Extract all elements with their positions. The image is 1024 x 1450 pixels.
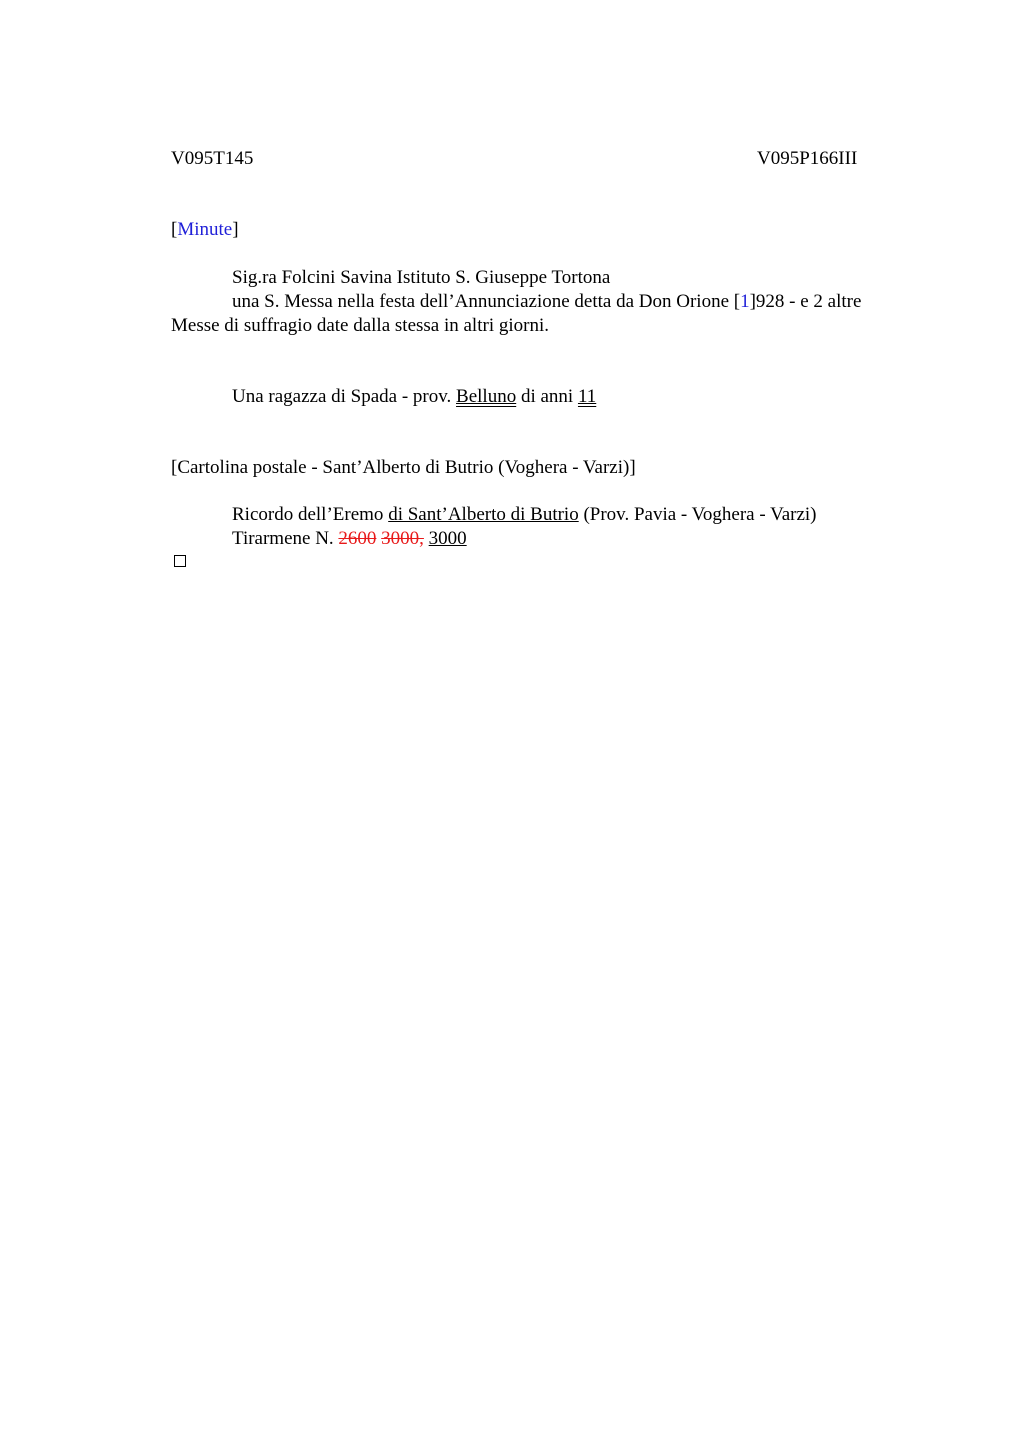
entry3-line2 (232, 527, 467, 551)
entry1-line3: Messe di suffragio date dalla stessa in altri giorni. (171, 315, 549, 336)
bracket-open: [ (171, 219, 178, 240)
entry2-age: 11 (577, 386, 597, 407)
entry2-line (232, 385, 596, 409)
struck-number-2: 3000, (381, 528, 424, 549)
header-left-code: V095T145 (171, 148, 254, 169)
bracket-close: ] (232, 219, 239, 240)
entry3-line1-text-a: Ricordo dell’Eremo (232, 504, 389, 525)
checkbox-icon (174, 555, 186, 567)
entry1-line2 (232, 290, 861, 314)
entry2-place: Belluno (456, 386, 517, 407)
section-minute-heading (171, 218, 239, 242)
entry1-line1: Sig.ra Folcini Savina Istituto S. Giuseppe Tortona (232, 267, 611, 288)
struck-number-1: 2600 (338, 528, 377, 549)
entry3-line2-text-a: Tirarmene N. (232, 528, 339, 549)
entry3-line1-text-b: (Prov. Pavia - Voghera - Varzi) (578, 504, 817, 525)
entry3-underlined-place: di Sant’Alberto di Butrio (388, 504, 579, 525)
entry1-line2-text-b: ]928 - e 2 altre (749, 291, 862, 312)
entry3-line1 (232, 503, 817, 527)
entry1-line2-number: 1 (740, 291, 750, 312)
header-right-code: V095P166III (757, 148, 858, 169)
entry1-line2-text-a: una S. Messa nella festa dell’Annunciazione detta da Don Orione [ (232, 291, 741, 312)
final-number: 3000 (428, 528, 467, 549)
section-cartolina-heading: [Cartolina postale - Sant’Alberto di Butrio (Voghera - Varzi)] (171, 457, 636, 478)
minute-label: Minute (177, 219, 233, 240)
entry2-text-b: di anni (516, 386, 578, 407)
entry2-text-a: Una ragazza di Spada - prov. (232, 386, 457, 407)
